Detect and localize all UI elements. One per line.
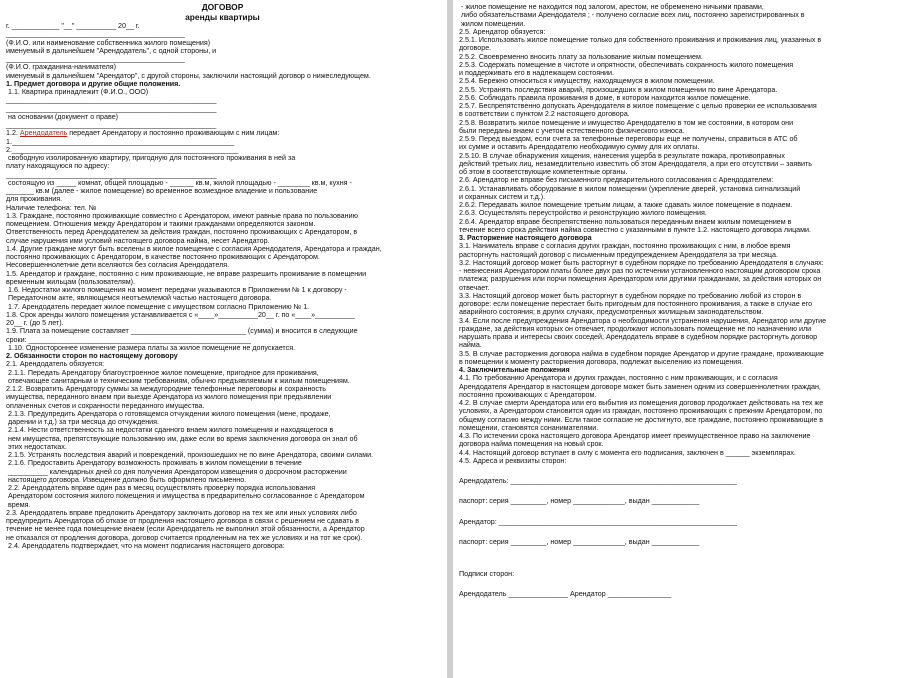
text-line: граждане, за действия которых он отвечает, продолжают использовать помещение не по назначению или [459,324,812,333]
text-line: свободную изолированную квартиру, пригодную для постоянного проживания в ней за [6,154,296,162]
text-line: сроки: ________________________________________________________ [6,335,251,344]
text-line: дарении и т.д.) за три месяца до отчуждения. [6,418,159,426]
text-line: найма. [459,341,482,350]
text-line: 2.5.3. Содержать помещение в чистоте и опрятности, обеспечивать сохранность жилого помещения [459,60,794,69]
document-page-left [0,0,447,678]
blank-line: _____________________________________________________ [6,104,217,113]
text-line: - жилое помещение не находится под залогом, арестом, не обременено ничьими правами, [459,3,764,11]
text-line: 2.5.7. Беспрепятственно допускать Арендодателя в жилое помещение с целью проверки ее использования [459,102,817,110]
text-line: постоянно проживающих с Арендатором. [459,390,597,399]
text-line: 2.4. Арендодатель подтверждает, что на момент подписания настоящего договора: [6,541,285,550]
text-line: 4.5. Адреса и реквизиты сторон: [459,456,567,465]
text-line: 4.2. В случае смерти Арендатора или его выбытия из помещения договор продолжает действовать на тех же [459,399,824,407]
text-line: 2.6.2. Передавать жилое помещение третьим лицам, а также сдавать жилое помещение в поднаем. [459,201,793,209]
text-line: Ответственность перед Арендодателем за действия граждан, постоянно проживающих с Арендатором, в [6,228,358,237]
text-line: жилом помещении. [459,19,526,28]
text-line: действий третьих лиц, незамедлительно известить об этом Арендодателя, а при его отсутствии – заявить [459,159,812,168]
document-page-right [453,0,898,678]
text-line: условиях, а Арендатором становится один из граждан, постоянно проживающих с прежним Арендатором, по [459,407,823,416]
signatures-title: Подписи сторон: [459,570,515,578]
text-line: _______ кв.м (далее - жилое помещение) во временное возмездное владение и пользование [6,187,318,195]
text-line: 2.1.6. Предоставить Арендатору возможность проживать в жилом помещении в течение [6,459,302,468]
text-line: 2.1.4. Нести ответственность за недостатки сданного внаем жилого помещения и находящегося в [6,426,334,435]
text-line: Арендодателя Арендатор в настоящем договоре может быть заменен одним из совершеннолетних граждан, [459,382,821,391]
text-line: 1.4. Другие граждане могут быть вселены в жилое помещение с согласия Арендодателя, Арендатора и граждан, [6,244,382,253]
text-line: 3.2. Настоящий договор может быть расторгнут в судебном порядке по требованию Арендодателя в случаях: [459,258,824,267]
text-line: настоящего договора. Извещение должно быть оформлено письменно. [6,475,247,484]
text-line: отвечающее санитарным и техническим требованиям, обычно предъявляемым к жилым помещениям. [6,376,350,385]
text-line: 2.3. Арендодатель вправе предложить Арендатору заключить договор на тех же или иных условиях либо [6,508,357,517]
text-line: оплаченных счетов и сохранности переданного имущества. [6,401,205,410]
text-line: 2.5. Арендатор обязуется: [459,27,546,36]
text-line: течение всего срока действия найма совместно с указанными в пункте 1.2. настоящего договора лицами. [459,225,812,234]
blank-line: _____________________________________________ [6,30,185,39]
text-line: течение не менее года помещение внаем (если Арендодатель не выполнил этой обязанности, а Арендатор [6,525,365,534]
text-line: расторгнуть настоящий договор с письменным предупреждением Арендодателя за три месяца. [459,250,778,259]
text-line: 2.5.2. Своевременно вносить плату за пользование жилым помещением. [459,52,703,61]
text-line: 1.________________________________________________________ [6,137,235,146]
text-line: не отказался от продления договора, договор считается продленным на тех же условиях и на тот же срок). [6,533,363,542]
text-line: 2.5.8. Возвратить жилое помещение и имущество Арендодателю в том же состоянии, в котором они [459,118,794,127]
text-line: 3.5. В случае расторжения договора найма в судебном порядке Арендатор и другие граждане, проживающие [459,349,824,358]
text-line: 2.5.9. Перед выездом, если счета за телефонные переговоры еще не получены, справиться в АТС об [459,135,798,143]
document-subtitle: аренды квартиры [185,11,260,22]
section-heading-3: 3. Расторжение настоящего договора [459,234,592,242]
text-line: Несовершеннолетние дети вселяются без согласия Арендодателя. [6,261,230,270]
text-line: платежа; разрушения или порчи помещения Арендатором или другими гражданами, за действия которых он [459,275,822,284]
text-line: 4.3. По истечении срока настоящего договора Арендатор имеет преимущественное право на заключение [459,432,811,440]
tenant-caption: (Ф.И.О. гражданина-нанимателя) [6,63,117,72]
text-line: 1.5. Арендатор и граждане, постоянно с ним проживающие, не вправе разрешить проживание в помещении [6,269,367,278]
document-title: ДОГОВОР [201,2,244,12]
text-line: 2.1.2. Возвратить Арендатору суммы за междугородние телефонные переговоры и сохранность [6,385,326,393]
text-line: именуемый в дальнейшем "Арендодатель", с одной стороны, и [6,46,217,55]
text-line: 2.1.1. Передать Арендатору благоустроенное жилое помещение, пригодное для проживания, [6,368,319,377]
landlord-passport: паспорт: серия _________, номер _____________, выдан ____________ [459,497,700,506]
text-line: Наличие телефона: тел. № [6,203,97,212]
text-line: и поддерживать его в надлежащем состоянии. [459,69,615,77]
section-heading-1: 1. Предмет договора и другие общие положения. [6,79,181,88]
signatures-line: Арендодатель _______________ Арендатор ________________ [459,590,672,599]
blank-line: _____________________________________________ [6,55,185,63]
text-line: время. [6,500,31,509]
text-line: 2.1.5. Устранять последствия аварий и повреждений, произошедших не по вине Арендатора, своими силами. [6,451,374,459]
text-line: предупредить Арендатора об отказе от продления настоящего договора в связи с решением не сдавать в [6,517,360,525]
clause-1-2: 1.2. Арендодатель передает Арендатору и постоянно проживающим с ним лицам: [6,129,280,138]
text-line: Передаточном акте, являющемся неотъемлемой частью настоящего договора. [6,294,272,303]
text-line: 2.5.5. Устранять последствия аварий, произошедших в жилом помещении по вине Арендатора. [459,85,778,94]
text-line: имущества, переданного внаем при выезде Арендатора из жилого помещения при предъявлении [6,393,332,402]
text-line: 2.5.10. В случае обнаружения хищения, нанесения ущерба в результате пожара, противоправных [459,151,785,160]
tenant-passport: паспорт: серия _________, номер _____________, выдан ____________ [459,537,700,546]
text-line: 4.4. Настоящий договор вступает в силу с момента его подписания, заключен в ______ экземплярах. [459,448,796,457]
text-line: 1.7. Арендодатель передает жилое помещение с имуществом согласно Приложению № 1. [6,302,310,311]
text-line: 1.9. Плата за помещение составляет _____________________________ (сумма) и вносится в следующие [6,327,358,336]
text-line: на основании (документ о праве) [6,112,119,121]
text-line: либо обязательствами Арендодателя ; - получено согласие всех лиц, постоянно зарегистрированных в [459,11,805,20]
text-line: 2.1. Арендодатель обязуется: [6,360,105,369]
text-line: 2.5.4. Бережно относиться к имуществу, находящемуся в жилом помещении. [459,77,715,86]
text-line: состоящую из _____ комнат, общей площадью - ______ кв.м, жилой площадью - ________ кв.м, кухня - [6,178,352,187]
text-line: именуемый в дальнейшем "Арендатор", с другой стороны, заключили настоящий договор о нижеследующем. [6,71,371,80]
owner-caption: (Ф.И.О. или наименование собственника жилого помещения) [6,38,211,47]
text-line: 2.6.4. Арендатор вправе беспрепятственно пользоваться переданным внаем жилым помещением в [459,217,792,226]
text-line: Арендатором состояния жилого помещения и имущества в предварительно согласованное с Арендатором [6,492,365,501]
text-line: 3.3. Настоящий договор может быть расторгнут в судебном порядке по требованию любой из сторон в [459,291,802,300]
text-line: нарушать права и интересы своих соседей, Арендодатель вправе в судебном порядке расторгнуть договор [459,333,818,341]
right-column-text [453,0,898,599]
text-line: в помещении к моменту расторжения договора, подлежат выселению из помещения. [459,357,744,366]
text-line: 1.6. Недостатки жилого помещения на момент передачи указываются в Приложении № 1 к договору - [6,286,347,294]
blank-line: _____________________________________________________ [6,170,217,179]
text-line: нем имущества, препятствующие пользованию им, даже если во время заключения договора он знал об [6,434,358,443]
text-line: их сумме и оставить Арендодателю необходимую сумму для их оплаты. [459,143,700,152]
text-line: и охранных систем и т.д.). [459,192,546,201]
section-heading-2: 2. Обязанности сторон по настоящему договору [6,352,178,360]
text-line: плату находящуюся по адресу: [6,162,110,171]
text-line: - невнесения Арендатором платы более двух раз по истечении установленного настоящим договором срока [459,267,821,275]
text-line: 2.5.1. Использовать жилое помещение только для собственного проживания и проживания лиц, указанных в [459,36,822,44]
text-line: договора найма помещения на новый срок. [459,440,604,449]
blank-line: _____________________________________________________ [6,121,217,129]
text-line: 3.4. Если после предупреждения Арендатора о необходимости устранения нарушения, Арендатор или другие [459,316,827,325]
arendodatel-link[interactable]: Арендодатель [19,129,68,138]
text-line: 2._________________________________________________________ [6,145,239,154]
text-line: 1.10. Одностороннее изменение размера платы за жилое помещение не допускается. [6,343,296,352]
text-line: 4.1. По требованию Арендатора и других граждан, постоянно с ним проживающих, и с согласия [459,374,778,383]
text-line: 1.3. Граждане, постоянно проживающие совместно с Арендатором, имеют равные права по пользованию [6,211,358,220]
text-line: 20__ г. (до 5 лет). [6,319,64,327]
text-line: помещением. Отношения между Арендатором и такими гражданами определяются законом. [6,220,316,228]
tenant-requisites: Арендатор: ____________________________________________________________ [459,517,738,526]
blank-line: _____________________________________________________ [6,96,217,105]
text-line: __________ календарных дней со дня получения Арендатором извещения о досрочном расторжении [6,467,347,476]
text-line: 3.1. Наниматель вправе с согласия других граждан, постоянно проживающих с ним, в любое время [459,242,791,251]
section-heading-4: 4. Заключительные положения [459,366,570,374]
text-line: 1.8. Срок аренды жилого помещения устанавливается с «____»__________20__ г. по «____»__________ [6,310,355,319]
text-line: были переданы внаем с учетом естественного физического износа. [459,126,685,135]
text-line: договоре: если помещение перестает быть пригодным для постоянного проживания, а также в случае его [459,300,813,308]
text-line: для проживания. [6,195,63,204]
text-line: 2.6.1. Устанавливать оборудование в жилом помещении (укрепление дверей, установка сигнализаций [459,184,801,193]
text-line: временным жильцам (пользователям). [6,277,136,286]
text-line: 2.2. Арендодатель вправе один раз в месяц осуществлять проверку порядка использования [6,484,316,492]
text-line: 2.1.3. Предупредить Арендатора о готовящемся отчуждении жилого помещения (мене, продаже, [6,409,331,418]
text-line: помещении, становятся сонанимателями. [459,423,599,432]
text-line: отвечает. [459,283,490,292]
text-line: 2.5.6. Соблюдать правила проживания в доме, в котором находится жилое помещение. [459,93,751,102]
text-line: 2.6. Арендатор не вправе без письменного предварительного согласования с Арендодателем: [459,176,774,185]
text-line: 2.6.3. Осуществлять переустройство и реконструкцию жилого помещения. [459,209,707,218]
text-line: случае нарушения ими условий настоящего договора найма, несет Арендатор. [6,236,270,245]
landlord-requisites: Арендодатель: _________________________________________________________ [459,477,737,485]
text-line: общему согласию между ними. Если такое согласие не достигнуто, все граждане, постоянно проживающие в [459,415,824,424]
text-line: аварийного состояния; в других случаях, предусмотренных жилищным законодательством. [459,308,764,317]
left-column-text [0,0,447,550]
text-line: об этом в соответствующие компетентные органы. [459,168,628,176]
date-line: г. ____________ "__" __________ 20__ г. [6,22,140,30]
text-line: постоянно проживающих с Арендатором, в качестве постоянно проживающих с Арендатором. [6,253,320,261]
text-line: в соответствии с пунктом 2.2 настоящего договора. [459,110,630,119]
text-line: 1.1. Квартира принадлежит (Ф.И.О., ООО) [6,88,149,96]
text-line: этих недостатках. [6,442,67,451]
text-line: договоре. [459,44,492,53]
